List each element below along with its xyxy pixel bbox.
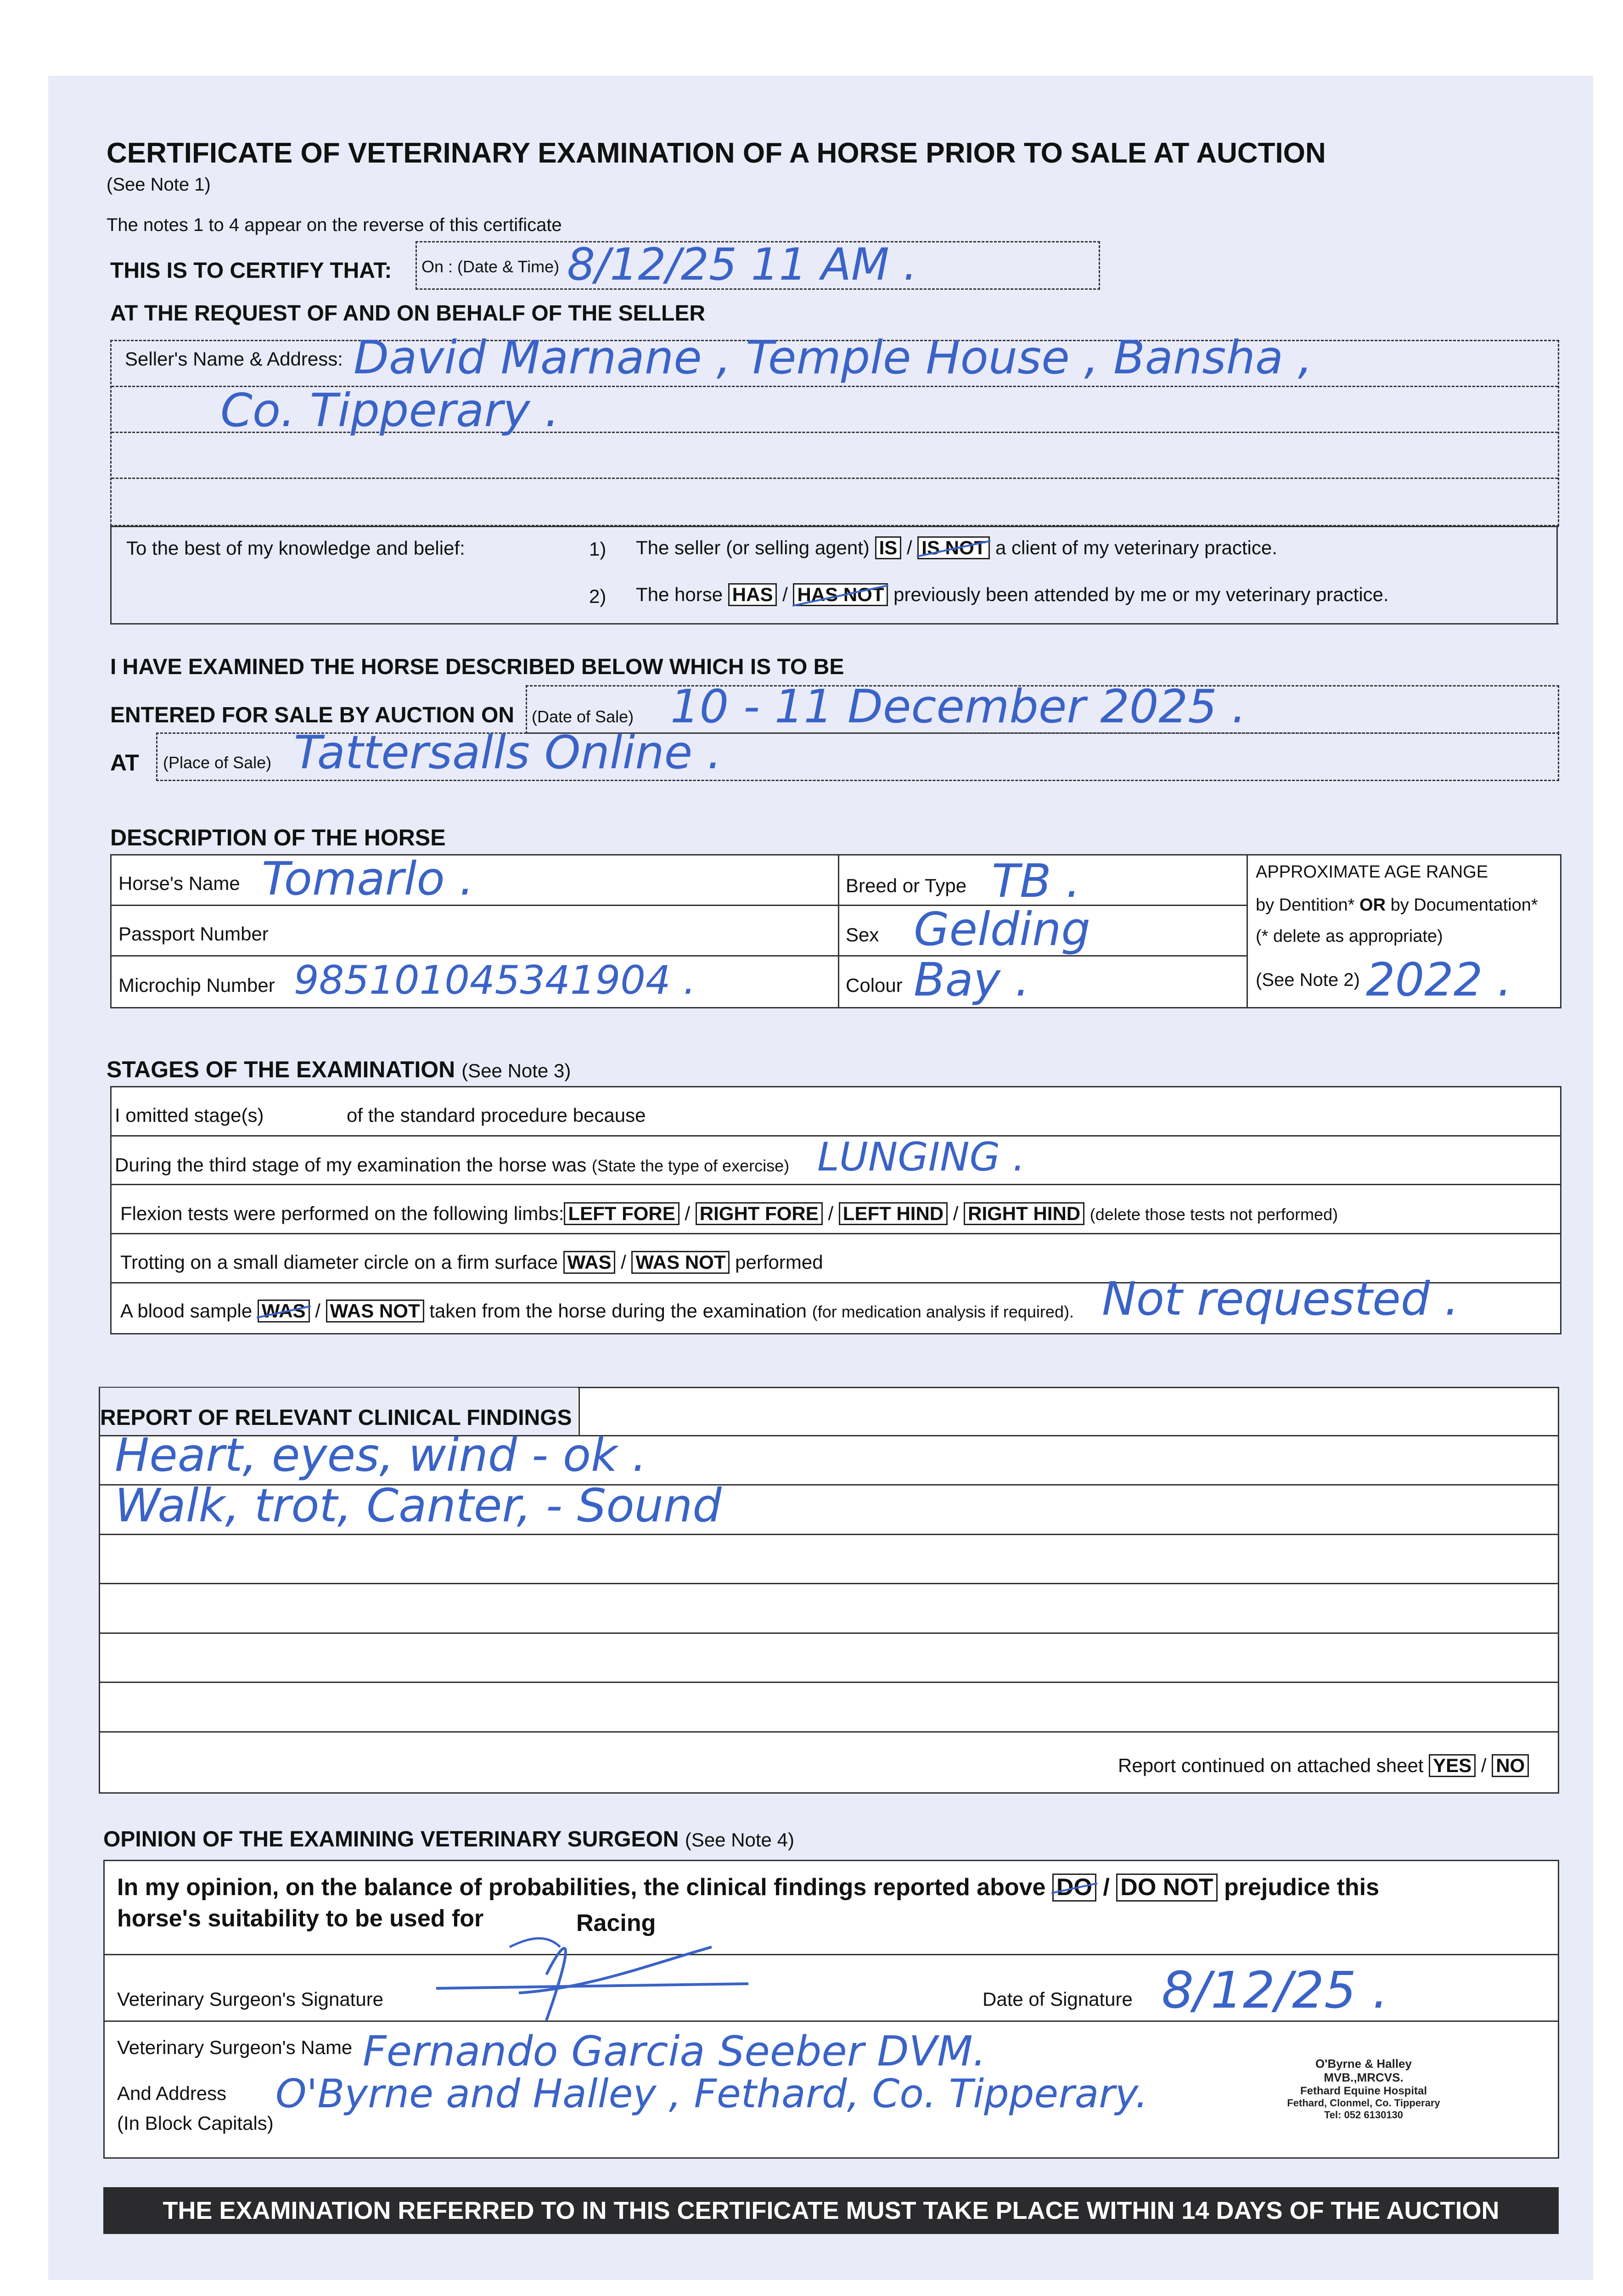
do-not-option[interactable]: DO NOT [1116,1874,1217,1902]
age-delete-note: (* delete as appropriate) [1256,927,1443,946]
stamp-line-3: Fethard Equine Hospital [1300,2084,1427,2097]
has-option[interactable]: HAS [728,583,777,606]
breed-label: Breed or Type [846,875,967,896]
practice-stamp [1258,2057,1469,2121]
footer-banner: THE EXAMINATION REFERRED TO IN THIS CERTIFICATE MUST TAKE PLACE WITHIN 14 DAYS OF THE AUCTION [103,2187,1559,2234]
sale-line-1: I HAVE EXAMINED THE HORSE DESCRIBED BELOW WHICH IS TO BE [110,655,844,679]
passport-label: Passport Number [118,923,269,945]
age-by-dentition[interactable]: by Dentition* [1256,895,1355,915]
trotting-was-option[interactable]: WAS [563,1251,616,1274]
horse-name-label: Horse's Name [118,872,240,894]
item2-text: The horse [636,584,723,605]
request-line: AT THE REQUEST OF AND ON BEHALF OF THE SELLER [110,301,705,326]
opinion-note: (See Note 4) [685,1829,794,1851]
age-by-documentation[interactable]: by Documentation* [1390,895,1538,915]
at-label: AT [110,750,139,776]
stages-heading [107,1056,571,1083]
flexion-note: (delete those tests not performed) [1089,1205,1338,1224]
age-or: OR [1359,895,1386,915]
do-option[interactable]: DO [1052,1874,1096,1902]
age-value: 2022 . [1366,953,1512,1007]
report-continued-yes[interactable]: YES [1429,1754,1476,1777]
notes-line: The notes 1 to 4 appear on the reverse of this certificate [107,215,562,235]
horse-attended-statement [636,583,1389,606]
signature-scribble [427,1919,758,2030]
flexion-right-fore[interactable]: RIGHT FORE [696,1202,823,1225]
item2-separator: / [782,584,788,605]
flexion-left-hind[interactable]: LEFT HIND [839,1202,948,1225]
third-stage-note: (State the type of exercise) [591,1156,790,1175]
opinion-text-line-2: horse's suitability to be used for [117,1905,484,1932]
blood-suffix: taken from the horse during the examination [429,1300,807,1322]
vet-name-label: Veterinary Surgeon's Name [117,2037,353,2058]
age-heading: APPROXIMATE AGE RANGE [1256,862,1488,882]
date-of-signature-label: Date of Signature [983,1988,1133,2010]
item1-separator: / [906,537,912,558]
item2-number: 2) [589,585,607,607]
seller-name-label: Seller's Name & Address: [125,348,343,370]
stamp-line-5: Tel: 052 6130130 [1324,2109,1404,2121]
has-not-option[interactable]: HAS NOT [793,583,888,606]
blood-note: (for medication analysis if required). [812,1302,1074,1321]
horse-name-value: Tomarlo . [262,852,474,906]
date-of-sale-label: (Date of Sale) [532,707,634,726]
opinion-text: In my opinion, on the balance of probabilities, the clinical findings reported above [117,1874,1046,1901]
trotting-text: Trotting on a small diameter circle on a firm surface [120,1251,558,1273]
intended-use-value: Racing [576,1910,656,1936]
breed-value: TB . [992,854,1081,908]
seller-line-1: David Marnane , Temple House , Bansha , [354,331,1313,384]
opinion-text-suffix: prejudice this [1224,1874,1380,1901]
date-of-sale-value: 10 - 11 December 2025 . [670,680,1247,733]
blood-sample-line: A blood sample WAS / WAS NOT taken from the horse during the examination (for medication analysis if required). [120,1300,1074,1322]
trotting-suffix: performed [735,1251,823,1273]
place-of-sale-value: Tattersalls Online . [294,726,722,779]
title-see-note: (See Note 1) [107,174,211,195]
item1-suffix: a client of my veterinary practice. [995,537,1277,558]
third-stage-text: During the third stage of my examination the horse was [115,1154,587,1176]
omitted-stage-suffix: of the standard procedure because [347,1104,646,1126]
trotting-line: Trotting on a small diameter circle on a firm surface WAS / WAS NOT performed [120,1251,823,1274]
age-method [1256,895,1538,915]
microchip-label: Microchip Number [118,974,275,996]
report-heading: REPORT OF RELEVANT CLINICAL FINDINGS [100,1406,572,1430]
report-continued-no[interactable]: NO [1492,1754,1529,1777]
flexion-line: Flexion tests were performed on the following limbs: LEFT FORE / RIGHT FORE / LEFT HIND / RIGHT HIND (delete those tests not performed) [120,1202,1338,1225]
item2-suffix: previously been attended by me or my veterinary practice. [893,584,1389,605]
opinion-text-line-1 [117,1874,1379,1902]
blood-was-option[interactable]: WAS [258,1300,310,1322]
seller-line-2: Co. Tipperary . [220,383,560,437]
report-continued-label: Report continued on attached sheet [1118,1755,1424,1776]
knowledge-intro: To the best of my knowledge and belief: [126,537,465,559]
stages-title: STAGES OF THE EXAMINATION [107,1057,455,1082]
date-of-signature-value: 8/12/25 . [1162,1961,1388,2020]
flexion-left-fore[interactable]: LEFT FORE [564,1202,679,1225]
is-option[interactable]: IS [875,536,902,559]
opinion-heading [103,1827,794,1852]
opinion-title: OPINION OF THE EXAMINING VETERINARY SURGEON [103,1827,679,1851]
sex-value: Gelding [914,902,1090,956]
seller-client-statement [636,536,1277,559]
signature-label: Veterinary Surgeon's Signature [117,1988,384,2010]
third-stage-value: LUNGING . [817,1134,1025,1180]
report-continued [1118,1754,1529,1777]
certify-label: THIS IS TO CERTIFY THAT: [110,259,392,283]
sale-line-2: ENTERED FOR SALE BY AUCTION ON [110,703,515,727]
vet-name-value: Fernando Garcia Seeber DVM. [363,2027,986,2076]
stamp-line-4: Fethard, Clonmel, Co. Tipperary [1287,2097,1440,2109]
address-label: And Address [117,2082,227,2104]
item1-text: The seller (or selling agent) [636,537,870,558]
microchip-value: 985101045341904 . [294,957,696,1003]
omitted-stage-label: I omitted stage(s) [115,1104,264,1126]
blood-text: A blood sample [120,1300,253,1322]
colour-value: Bay . [914,953,1030,1007]
flexion-right-hind[interactable]: RIGHT HIND [964,1202,1084,1225]
age-see-note: (See Note 2) [1256,970,1360,990]
certificate-title: CERTIFICATE OF VETERINARY EXAMINATION OF A HORSE PRIOR TO SALE AT AUCTION [107,137,1326,169]
stages-note: (See Note 3) [461,1060,571,1081]
item1-number: 1) [589,538,607,560]
date-time-value: 8/12/25 11 AM . [567,239,917,290]
stamp-line-1: O'Byrne & Halley [1315,2057,1412,2071]
sex-label: Sex [846,924,879,945]
description-heading: DESCRIPTION OF THE HORSE [110,825,446,850]
report-line-2: Walk, trot, Canter, - Sound [115,1479,722,1532]
report-line-1: Heart, eyes, wind - ok . [115,1428,647,1482]
address-value: O'Byrne and Halley , Fethard, Co. Tipperary. [275,2071,1148,2117]
third-stage-line [115,1154,789,1176]
is-not-option[interactable]: IS NOT [917,536,990,559]
blood-value: Not requested . [1102,1272,1459,1326]
opinion-separator: / [1103,1874,1110,1901]
stamp-line-2: MVB.,MRCVS. [1324,2070,1404,2084]
place-of-sale-label: (Place of Sale) [163,753,272,772]
trotting-was-not-option[interactable]: WAS NOT [631,1251,730,1274]
on-date-time-label: On : (Date & Time) [421,257,560,276]
block-capitals-note: (In Block Capitals) [117,2112,274,2134]
flexion-text: Flexion tests were performed on the following limbs: [120,1203,564,1224]
blood-was-not-option[interactable]: WAS NOT [326,1300,424,1322]
report-continued-separator: / [1481,1755,1487,1776]
colour-label: Colour [846,974,903,996]
